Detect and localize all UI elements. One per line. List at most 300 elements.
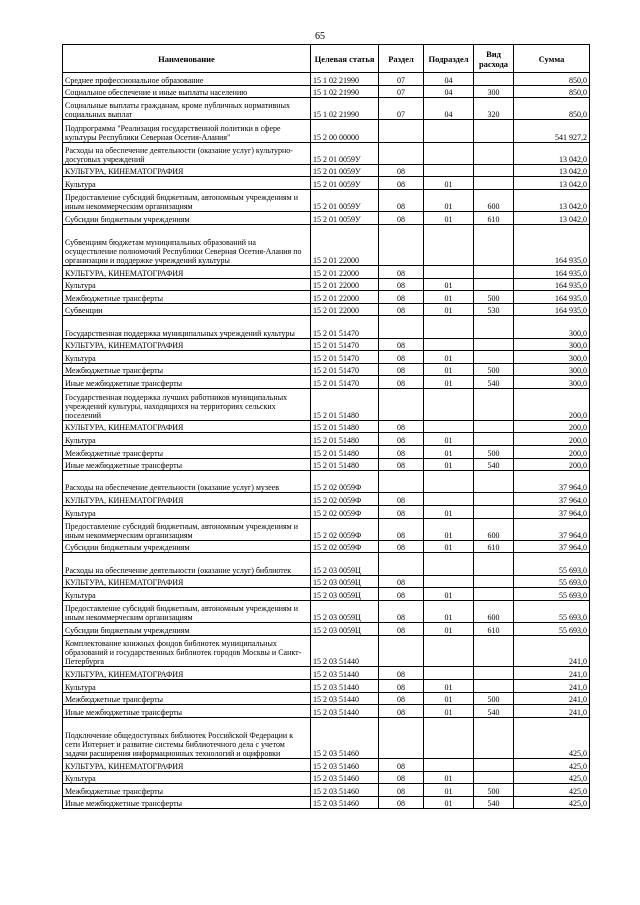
cell-subsection: 01 <box>424 189 474 211</box>
cell-code: 15 2 01 22000 <box>311 266 379 279</box>
cell-name: Расходы на обеспечение деятельности (оказание услуг) культурно-досуговых учреждений <box>63 142 311 164</box>
cell-kind <box>474 717 514 758</box>
table-row <box>63 692 590 705</box>
header-sum: Сумма <box>514 45 590 73</box>
cell-section <box>379 224 424 265</box>
cell-section: 08 <box>379 376 424 389</box>
table-header <box>63 45 590 73</box>
cell-sum: 300,0 <box>514 338 590 351</box>
table-row <box>63 705 590 718</box>
table-row <box>63 493 590 506</box>
cell-subsection <box>424 635 474 667</box>
cell-sum: 55 693,0 <box>514 622 590 635</box>
cell-sum: 850,0 <box>514 85 590 98</box>
cell-subsection <box>424 717 474 758</box>
table-row <box>63 433 590 446</box>
cell-section: 07 <box>379 85 424 98</box>
cell-section: 08 <box>379 433 424 446</box>
cell-code: 15 2 00 00000 <box>311 120 379 142</box>
cell-sum: 37 964,0 <box>514 518 590 540</box>
cell-name: КУЛЬТУРА, КИНЕМАТОГРАФИЯ <box>63 759 311 772</box>
cell-name: Расходы на обеспечение деятельности (оказание услуг) библиотек <box>63 553 311 575</box>
cell-sum: 541 927,2 <box>514 120 590 142</box>
table-row <box>63 98 590 120</box>
cell-name: Культура <box>63 588 311 601</box>
cell-section: 08 <box>379 266 424 279</box>
cell-code: 15 2 01 51470 <box>311 351 379 364</box>
cell-code: 15 2 03 0059Ц <box>311 553 379 575</box>
cell-name: Культура <box>63 679 311 692</box>
cell-kind: 610 <box>474 540 514 553</box>
table-row <box>63 796 590 809</box>
cell-section: 07 <box>379 73 424 86</box>
cell-code: 15 2 01 0059У <box>311 212 379 225</box>
cell-name: Межбюджетные трансферты <box>63 363 311 376</box>
cell-name: Субсидии бюджетным учреждениям <box>63 540 311 553</box>
table-body <box>63 73 590 809</box>
cell-code: 15 2 03 51460 <box>311 796 379 809</box>
cell-code: 15 2 03 0059Ц <box>311 600 379 622</box>
cell-name: КУЛЬТУРА, КИНЕМАТОГРАФИЯ <box>63 338 311 351</box>
cell-subsection: 01 <box>424 458 474 471</box>
cell-sum: 55 693,0 <box>514 575 590 588</box>
cell-name: Государственная поддержка муниципальных учреждений культуры <box>63 316 311 338</box>
cell-subsection: 01 <box>424 796 474 809</box>
table-row <box>63 784 590 797</box>
cell-subsection: 01 <box>424 705 474 718</box>
cell-kind: 540 <box>474 705 514 718</box>
cell-code: 15 2 01 51480 <box>311 420 379 433</box>
cell-sum: 55 693,0 <box>514 553 590 575</box>
cell-section: 07 <box>379 98 424 120</box>
table-row <box>63 717 590 758</box>
cell-subsection: 01 <box>424 446 474 459</box>
header-name: Наименование <box>63 45 311 73</box>
table-row <box>63 771 590 784</box>
cell-kind <box>474 142 514 164</box>
cell-sum: 164 935,0 <box>514 303 590 316</box>
cell-section: 08 <box>379 493 424 506</box>
cell-sum: 55 693,0 <box>514 600 590 622</box>
cell-name: Субсидии бюджетным учреждениям <box>63 212 311 225</box>
cell-sum: 300,0 <box>514 363 590 376</box>
cell-section: 08 <box>379 759 424 772</box>
cell-code: 15 1 02 21990 <box>311 98 379 120</box>
table-row <box>63 759 590 772</box>
cell-sum: 241,0 <box>514 679 590 692</box>
cell-kind <box>474 679 514 692</box>
cell-code: 15 2 02 0059Ф <box>311 518 379 540</box>
cell-kind <box>474 420 514 433</box>
cell-code: 15 2 01 0059У <box>311 177 379 190</box>
cell-kind: 500 <box>474 363 514 376</box>
cell-section: 08 <box>379 588 424 601</box>
cell-subsection <box>424 316 474 338</box>
cell-name: Субсидии бюджетным учреждениям <box>63 622 311 635</box>
cell-code: 15 2 01 0059У <box>311 164 379 177</box>
cell-sum: 241,0 <box>514 705 590 718</box>
cell-sum: 425,0 <box>514 717 590 758</box>
cell-subsection <box>424 493 474 506</box>
cell-section: 08 <box>379 291 424 304</box>
cell-name: Среднее профессиональное образование <box>63 73 311 86</box>
cell-sum: 425,0 <box>514 759 590 772</box>
cell-name: Культура <box>63 771 311 784</box>
cell-subsection: 01 <box>424 506 474 519</box>
cell-sum: 425,0 <box>514 784 590 797</box>
cell-section: 08 <box>379 705 424 718</box>
table-row <box>63 363 590 376</box>
cell-kind <box>474 506 514 519</box>
table-row <box>63 189 590 211</box>
cell-sum: 850,0 <box>514 73 590 86</box>
page-number: 65 <box>315 31 325 42</box>
cell-name: Подпрограмма "Реализация государственной политики в сфере культуры Республики Северная Осетия-Алания" <box>63 120 311 142</box>
cell-kind: 300 <box>474 85 514 98</box>
cell-kind: 320 <box>474 98 514 120</box>
cell-code: 15 2 01 51480 <box>311 458 379 471</box>
cell-sum: 164 935,0 <box>514 291 590 304</box>
cell-kind: 500 <box>474 784 514 797</box>
cell-kind: 530 <box>474 303 514 316</box>
cell-section: 08 <box>379 771 424 784</box>
cell-code: 15 2 01 51480 <box>311 433 379 446</box>
cell-sum: 164 935,0 <box>514 278 590 291</box>
header-code: Целевая статья <box>311 45 379 73</box>
cell-sum: 37 964,0 <box>514 471 590 493</box>
cell-name: КУЛЬТУРА, КИНЕМАТОГРАФИЯ <box>63 575 311 588</box>
cell-subsection <box>424 389 474 421</box>
table-row <box>63 224 590 265</box>
cell-section: 08 <box>379 446 424 459</box>
cell-kind <box>474 316 514 338</box>
cell-sum: 300,0 <box>514 376 590 389</box>
cell-kind <box>474 588 514 601</box>
table-row <box>63 303 590 316</box>
cell-kind <box>474 389 514 421</box>
cell-kind <box>474 120 514 142</box>
cell-section: 08 <box>379 518 424 540</box>
cell-sum: 37 964,0 <box>514 506 590 519</box>
cell-name: Предоставление субсидий бюджетным, автономным учреждениям и иным некоммерческим организациям <box>63 518 311 540</box>
cell-kind <box>474 553 514 575</box>
cell-code: 15 2 02 0059Ф <box>311 471 379 493</box>
cell-section: 08 <box>379 796 424 809</box>
cell-sum: 300,0 <box>514 351 590 364</box>
cell-sum: 37 964,0 <box>514 493 590 506</box>
cell-subsection <box>424 667 474 680</box>
cell-kind <box>474 338 514 351</box>
table-row <box>63 600 590 622</box>
cell-code: 15 2 01 51470 <box>311 376 379 389</box>
cell-section: 08 <box>379 303 424 316</box>
cell-subsection <box>424 338 474 351</box>
table-row <box>63 540 590 553</box>
cell-subsection <box>424 471 474 493</box>
budget-table <box>62 44 590 809</box>
cell-section <box>379 142 424 164</box>
table-row <box>63 389 590 421</box>
cell-subsection: 01 <box>424 692 474 705</box>
cell-sum: 13 042,0 <box>514 177 590 190</box>
table-row <box>63 420 590 433</box>
table-row <box>63 351 590 364</box>
cell-name: Предоставление субсидий бюджетным, автономным учреждениям и иным некоммерческим организациям <box>63 600 311 622</box>
cell-subsection <box>424 575 474 588</box>
cell-name: Иные межбюджетные трансферты <box>63 796 311 809</box>
cell-subsection: 01 <box>424 278 474 291</box>
table-row <box>63 553 590 575</box>
table-row <box>63 85 590 98</box>
cell-code: 15 2 01 51480 <box>311 446 379 459</box>
cell-subsection: 01 <box>424 363 474 376</box>
table-row <box>63 446 590 459</box>
cell-sum: 300,0 <box>514 316 590 338</box>
cell-kind <box>474 351 514 364</box>
table-row <box>63 679 590 692</box>
cell-code: 15 2 01 22000 <box>311 278 379 291</box>
cell-sum: 850,0 <box>514 98 590 120</box>
cell-kind: 600 <box>474 189 514 211</box>
cell-sum: 241,0 <box>514 667 590 680</box>
cell-kind <box>474 471 514 493</box>
cell-sum: 164 935,0 <box>514 266 590 279</box>
cell-name: Расходы на обеспечение деятельности (оказание услуг) музеев <box>63 471 311 493</box>
cell-name: Социальные выплаты гражданам, кроме публичных нормативных социальных выплат <box>63 98 311 120</box>
cell-kind: 540 <box>474 376 514 389</box>
cell-kind: 600 <box>474 518 514 540</box>
cell-kind: 600 <box>474 600 514 622</box>
cell-name: КУЛЬТУРА, КИНЕМАТОГРАФИЯ <box>63 420 311 433</box>
table-row <box>63 471 590 493</box>
cell-subsection <box>424 553 474 575</box>
cell-subsection <box>424 120 474 142</box>
cell-name: КУЛЬТУРА, КИНЕМАТОГРАФИЯ <box>63 266 311 279</box>
cell-sum: 13 042,0 <box>514 212 590 225</box>
cell-code: 15 2 03 0059Ц <box>311 588 379 601</box>
cell-sum: 55 693,0 <box>514 588 590 601</box>
cell-code: 15 2 03 0059Ц <box>311 622 379 635</box>
cell-name: Межбюджетные трансферты <box>63 446 311 459</box>
cell-code: 15 2 03 51440 <box>311 679 379 692</box>
cell-code: 15 2 03 51460 <box>311 784 379 797</box>
cell-kind <box>474 278 514 291</box>
cell-name: Иные межбюджетные трансферты <box>63 705 311 718</box>
cell-subsection: 01 <box>424 679 474 692</box>
table-row <box>63 376 590 389</box>
cell-code: 15 2 01 51470 <box>311 338 379 351</box>
cell-name: Культура <box>63 177 311 190</box>
cell-name: КУЛЬТУРА, КИНЕМАТОГРАФИЯ <box>63 667 311 680</box>
cell-subsection: 01 <box>424 351 474 364</box>
cell-subsection <box>424 420 474 433</box>
cell-name: Иные межбюджетные трансферты <box>63 376 311 389</box>
cell-code: 15 2 03 51440 <box>311 705 379 718</box>
cell-code: 15 2 01 22000 <box>311 224 379 265</box>
cell-section: 08 <box>379 575 424 588</box>
cell-section: 08 <box>379 600 424 622</box>
cell-section: 08 <box>379 363 424 376</box>
cell-code: 15 2 03 51440 <box>311 635 379 667</box>
cell-sum: 200,0 <box>514 458 590 471</box>
cell-subsection: 01 <box>424 212 474 225</box>
cell-subsection <box>424 164 474 177</box>
table-row <box>63 506 590 519</box>
cell-subsection <box>424 266 474 279</box>
cell-subsection: 01 <box>424 588 474 601</box>
cell-code: 15 2 03 51460 <box>311 759 379 772</box>
cell-kind <box>474 164 514 177</box>
table-row <box>63 291 590 304</box>
cell-section <box>379 471 424 493</box>
cell-kind <box>474 493 514 506</box>
cell-subsection: 04 <box>424 98 474 120</box>
cell-section: 08 <box>379 458 424 471</box>
cell-subsection: 01 <box>424 518 474 540</box>
cell-name: Субвенции <box>63 303 311 316</box>
cell-sum: 13 042,0 <box>514 142 590 164</box>
cell-code: 15 2 01 0059У <box>311 189 379 211</box>
cell-code: 15 2 01 51480 <box>311 389 379 421</box>
table-row <box>63 667 590 680</box>
cell-section: 08 <box>379 212 424 225</box>
cell-sum: 200,0 <box>514 420 590 433</box>
cell-name: Культура <box>63 433 311 446</box>
table-row <box>63 278 590 291</box>
cell-kind <box>474 433 514 446</box>
table-row <box>63 588 590 601</box>
cell-subsection <box>424 142 474 164</box>
cell-code: 15 2 01 22000 <box>311 291 379 304</box>
cell-subsection: 01 <box>424 303 474 316</box>
cell-section <box>379 120 424 142</box>
cell-section <box>379 635 424 667</box>
cell-section: 08 <box>379 351 424 364</box>
table-row <box>63 622 590 635</box>
cell-sum: 164 935,0 <box>514 224 590 265</box>
cell-kind <box>474 224 514 265</box>
cell-name: Культура <box>63 506 311 519</box>
cell-sum: 200,0 <box>514 446 590 459</box>
cell-code: 15 2 03 0059Ц <box>311 575 379 588</box>
table-row <box>63 142 590 164</box>
cell-kind: 500 <box>474 446 514 459</box>
cell-kind <box>474 266 514 279</box>
cell-kind: 540 <box>474 796 514 809</box>
cell-sum: 425,0 <box>514 796 590 809</box>
table-row <box>63 177 590 190</box>
cell-name: КУЛЬТУРА, КИНЕМАТОГРАФИЯ <box>63 493 311 506</box>
cell-section: 08 <box>379 278 424 291</box>
cell-sum: 200,0 <box>514 389 590 421</box>
cell-name: Межбюджетные трансферты <box>63 291 311 304</box>
cell-kind: 540 <box>474 458 514 471</box>
cell-code: 15 2 01 51470 <box>311 363 379 376</box>
cell-code: 15 2 02 0059Ф <box>311 540 379 553</box>
cell-subsection: 01 <box>424 600 474 622</box>
cell-sum: 241,0 <box>514 692 590 705</box>
cell-subsection: 04 <box>424 85 474 98</box>
cell-code: 15 2 02 0059Ф <box>311 493 379 506</box>
cell-sum: 37 964,0 <box>514 540 590 553</box>
cell-sum: 13 042,0 <box>514 164 590 177</box>
cell-section: 08 <box>379 164 424 177</box>
cell-sum: 241,0 <box>514 635 590 667</box>
cell-kind <box>474 575 514 588</box>
cell-subsection: 01 <box>424 622 474 635</box>
cell-code: 15 2 01 0059У <box>311 142 379 164</box>
cell-section: 08 <box>379 622 424 635</box>
cell-code: 15 1 02 21990 <box>311 85 379 98</box>
cell-kind <box>474 177 514 190</box>
cell-section: 08 <box>379 177 424 190</box>
cell-subsection: 04 <box>424 73 474 86</box>
table-row <box>63 266 590 279</box>
cell-section <box>379 553 424 575</box>
table-row <box>63 73 590 86</box>
cell-kind <box>474 667 514 680</box>
cell-section: 08 <box>379 692 424 705</box>
cell-section: 08 <box>379 540 424 553</box>
table-row <box>63 120 590 142</box>
cell-kind <box>474 635 514 667</box>
cell-subsection: 01 <box>424 376 474 389</box>
cell-name: Предоставление субсидий бюджетным, автономным учреждениям и иным некоммерческим организациям <box>63 189 311 211</box>
table-row <box>63 575 590 588</box>
table-row <box>63 164 590 177</box>
cell-code: 15 2 02 0059Ф <box>311 506 379 519</box>
cell-subsection <box>424 759 474 772</box>
cell-kind <box>474 759 514 772</box>
cell-kind: 610 <box>474 212 514 225</box>
table-row <box>63 458 590 471</box>
cell-kind <box>474 771 514 784</box>
cell-section: 08 <box>379 189 424 211</box>
cell-section: 08 <box>379 338 424 351</box>
cell-section <box>379 717 424 758</box>
cell-section: 08 <box>379 679 424 692</box>
cell-kind: 500 <box>474 291 514 304</box>
cell-subsection: 01 <box>424 177 474 190</box>
cell-section <box>379 389 424 421</box>
header-kind: Вид расхода <box>474 45 514 73</box>
cell-code: 15 2 03 51460 <box>311 717 379 758</box>
cell-subsection: 01 <box>424 784 474 797</box>
cell-name: Культура <box>63 278 311 291</box>
cell-sum: 425,0 <box>514 771 590 784</box>
cell-code: 15 2 03 51440 <box>311 692 379 705</box>
cell-code: 15 2 01 51470 <box>311 316 379 338</box>
table-row <box>63 212 590 225</box>
cell-subsection: 01 <box>424 540 474 553</box>
cell-name: Субвенциям бюджетам муниципальных образований на осуществление полномочий Республики Северная Осетия-Алания по организации и поддержке учреждений культуры <box>63 224 311 265</box>
cell-kind: 500 <box>474 692 514 705</box>
cell-name: Межбюджетные трансферты <box>63 784 311 797</box>
cell-name: Подключение общедоступных библиотек Российской Федерации к сети Интернет и развитие системы библиотечного дела с учетом задачи расширения информационных технологий и оцифровки <box>63 717 311 758</box>
header-subsection: Подраздел <box>424 45 474 73</box>
cell-section: 08 <box>379 506 424 519</box>
table-row <box>63 635 590 667</box>
table-row <box>63 518 590 540</box>
cell-sum: 200,0 <box>514 433 590 446</box>
cell-subsection: 01 <box>424 291 474 304</box>
cell-subsection: 01 <box>424 771 474 784</box>
cell-section: 08 <box>379 420 424 433</box>
cell-section <box>379 316 424 338</box>
cell-subsection: 01 <box>424 433 474 446</box>
cell-kind: 610 <box>474 622 514 635</box>
cell-code: 15 2 03 51460 <box>311 771 379 784</box>
